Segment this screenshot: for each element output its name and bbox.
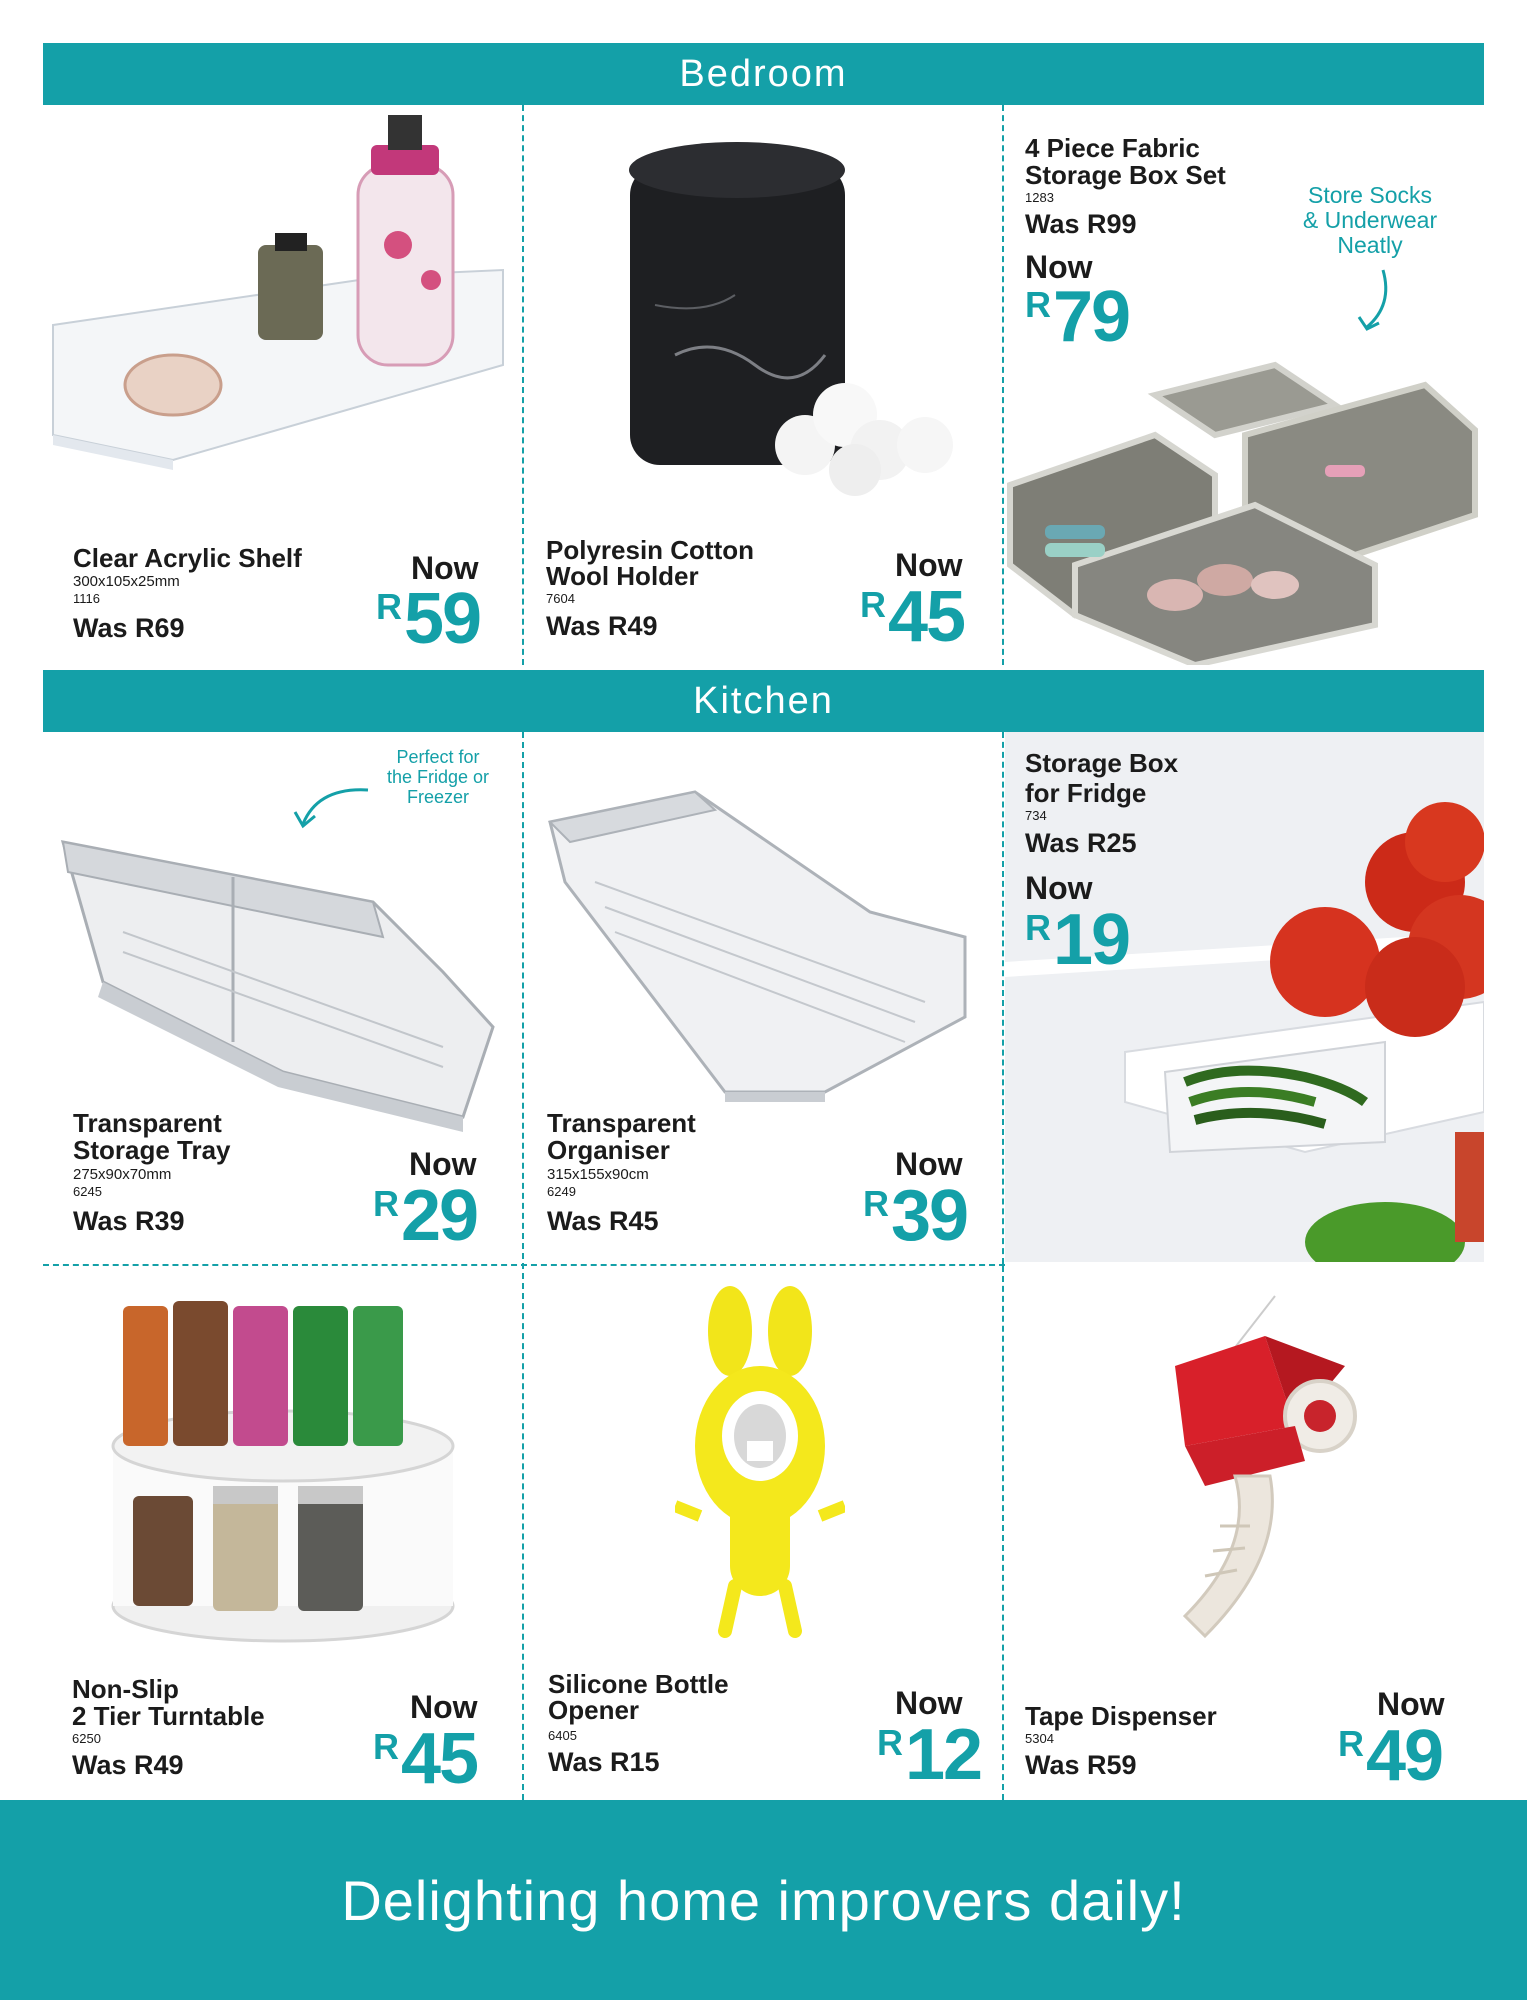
divider	[1002, 732, 1004, 1264]
currency-symbol: R	[860, 584, 886, 625]
product-name: Transparent	[73, 1108, 222, 1138]
bottle-opener-image	[675, 1286, 845, 1646]
was-price: Was R15	[548, 1747, 660, 1777]
sale-price	[373, 1719, 478, 1799]
product-card-acrylic-shelf[interactable]	[43, 105, 521, 665]
product-name: Organiser	[547, 1135, 670, 1165]
sale-price	[1338, 1716, 1443, 1796]
currency-symbol: R	[877, 1722, 903, 1763]
section-header-bedroom: Bedroom	[43, 43, 1484, 105]
arrow-down-icon	[1355, 265, 1395, 335]
now-label: Now	[895, 547, 963, 583]
product-name: for Fridge	[1025, 778, 1147, 808]
note-line: Freezer	[406, 787, 469, 807]
product-code: 5304	[1025, 1731, 1054, 1746]
product-name: 4 Piece Fabric	[1025, 133, 1200, 163]
note-line: & Underwear	[1302, 207, 1438, 233]
currency-symbol: R	[863, 1183, 889, 1224]
currency-symbol: R	[376, 586, 402, 627]
was-price: Was R39	[73, 1206, 185, 1236]
currency-symbol: R	[373, 1726, 399, 1767]
product-dimensions: 300x105x25mm	[73, 573, 180, 590]
product-name: 2 Tier Turntable	[72, 1701, 265, 1731]
price-amount: 19	[1053, 900, 1130, 980]
product-card-bottle-opener[interactable]	[525, 1266, 1001, 1800]
was-price: Was R99	[1025, 209, 1137, 239]
sale-price	[1025, 277, 1130, 357]
now-label: Now	[1377, 1686, 1445, 1722]
fabric-box-image	[1005, 355, 1484, 665]
note-line: Neatly	[1337, 232, 1403, 258]
product-name: Transparent	[547, 1108, 696, 1138]
currency-symbol: R	[1025, 907, 1051, 948]
product-code: 734	[1025, 808, 1047, 823]
socks-note	[1285, 183, 1455, 258]
product-name: Non-Slip	[72, 1674, 179, 1704]
product-card-turntable[interactable]	[43, 1266, 521, 1800]
fridge-note	[363, 747, 513, 807]
now-label: Now	[895, 1146, 963, 1182]
now-label: Now	[411, 550, 479, 586]
divider	[522, 732, 524, 1800]
note-line: Perfect for	[396, 747, 480, 767]
now-label: Now	[1025, 870, 1093, 906]
product-card-organiser[interactable]	[525, 732, 1001, 1262]
sale-price	[376, 579, 481, 659]
product-name: Opener	[548, 1695, 640, 1725]
price-amount: 45	[401, 1719, 478, 1799]
sale-price	[860, 577, 965, 657]
product-card-tape-dispenser[interactable]	[1005, 1266, 1484, 1800]
was-price: Was R69	[73, 613, 185, 643]
product-code: 6405	[548, 1728, 577, 1743]
section-header-kitchen: Kitchen	[43, 670, 1484, 732]
price-amount: 49	[1366, 1716, 1443, 1796]
divider	[1002, 1266, 1004, 1800]
price-amount: 29	[401, 1176, 478, 1256]
now-label: Now	[409, 1146, 477, 1182]
organiser-image	[525, 762, 1001, 1102]
now-label: Now	[895, 1685, 963, 1721]
was-price: Was R49	[72, 1750, 184, 1780]
acrylic-shelf-image	[43, 105, 521, 525]
product-card-cotton-holder[interactable]	[525, 105, 1001, 665]
fridge-box-image	[1005, 732, 1484, 1262]
price-amount: 79	[1053, 277, 1130, 357]
product-code: 6245	[73, 1184, 102, 1199]
currency-symbol: R	[1338, 1723, 1364, 1764]
was-price: Was R45	[547, 1206, 659, 1236]
product-code: 6250	[72, 1731, 101, 1746]
storage-tray-image	[43, 812, 521, 1142]
sale-price	[1025, 900, 1130, 980]
product-dimensions: 275x90x70mm	[73, 1166, 172, 1183]
product-name: Storage Tray	[73, 1135, 231, 1165]
note-line: Store Socks	[1308, 182, 1432, 208]
product-name: Tape Dispenser	[1025, 1701, 1217, 1731]
sale-price	[877, 1715, 982, 1795]
divider	[522, 105, 524, 665]
product-code: 1116	[73, 591, 100, 606]
product-code: 6249	[547, 1184, 576, 1199]
note-line: the Fridge or	[386, 767, 490, 787]
sale-price	[863, 1176, 968, 1256]
price-amount: 45	[888, 577, 965, 657]
turntable-image	[103, 1296, 463, 1656]
now-label: Now	[410, 1689, 478, 1725]
currency-symbol: R	[373, 1183, 399, 1224]
product-card-fridge-box[interactable]	[1005, 732, 1484, 1262]
product-name: Wool Holder	[546, 561, 699, 591]
product-code: 1283	[1025, 190, 1054, 205]
currency-symbol: R	[1025, 284, 1051, 325]
product-code: 7604	[546, 591, 575, 606]
price-amount: 59	[404, 579, 481, 659]
product-card-storage-tray[interactable]	[43, 732, 521, 1262]
was-price: Was R59	[1025, 1750, 1137, 1780]
divider	[1002, 105, 1004, 665]
product-name: Polyresin Cotton	[546, 535, 755, 565]
sale-price	[373, 1176, 478, 1256]
now-label: Now	[1025, 249, 1093, 285]
product-name: Storage Box Set	[1025, 160, 1226, 190]
cotton-holder-image	[525, 105, 1001, 505]
footer-banner: Delighting home improvers daily!	[0, 1800, 1527, 2000]
was-price: Was R25	[1025, 828, 1137, 858]
product-dimensions: 315x155x90cm	[547, 1166, 649, 1183]
product-name: Clear Acrylic Shelf	[73, 543, 302, 573]
was-price: Was R49	[546, 611, 658, 641]
product-card-fabric-box[interactable]	[1005, 105, 1484, 665]
product-name: Storage Box	[1025, 748, 1179, 778]
product-name: Silicone Bottle	[548, 1669, 729, 1699]
price-amount: 39	[891, 1176, 968, 1256]
price-amount: 12	[905, 1715, 982, 1795]
tape-dispenser-image	[1145, 1286, 1405, 1666]
